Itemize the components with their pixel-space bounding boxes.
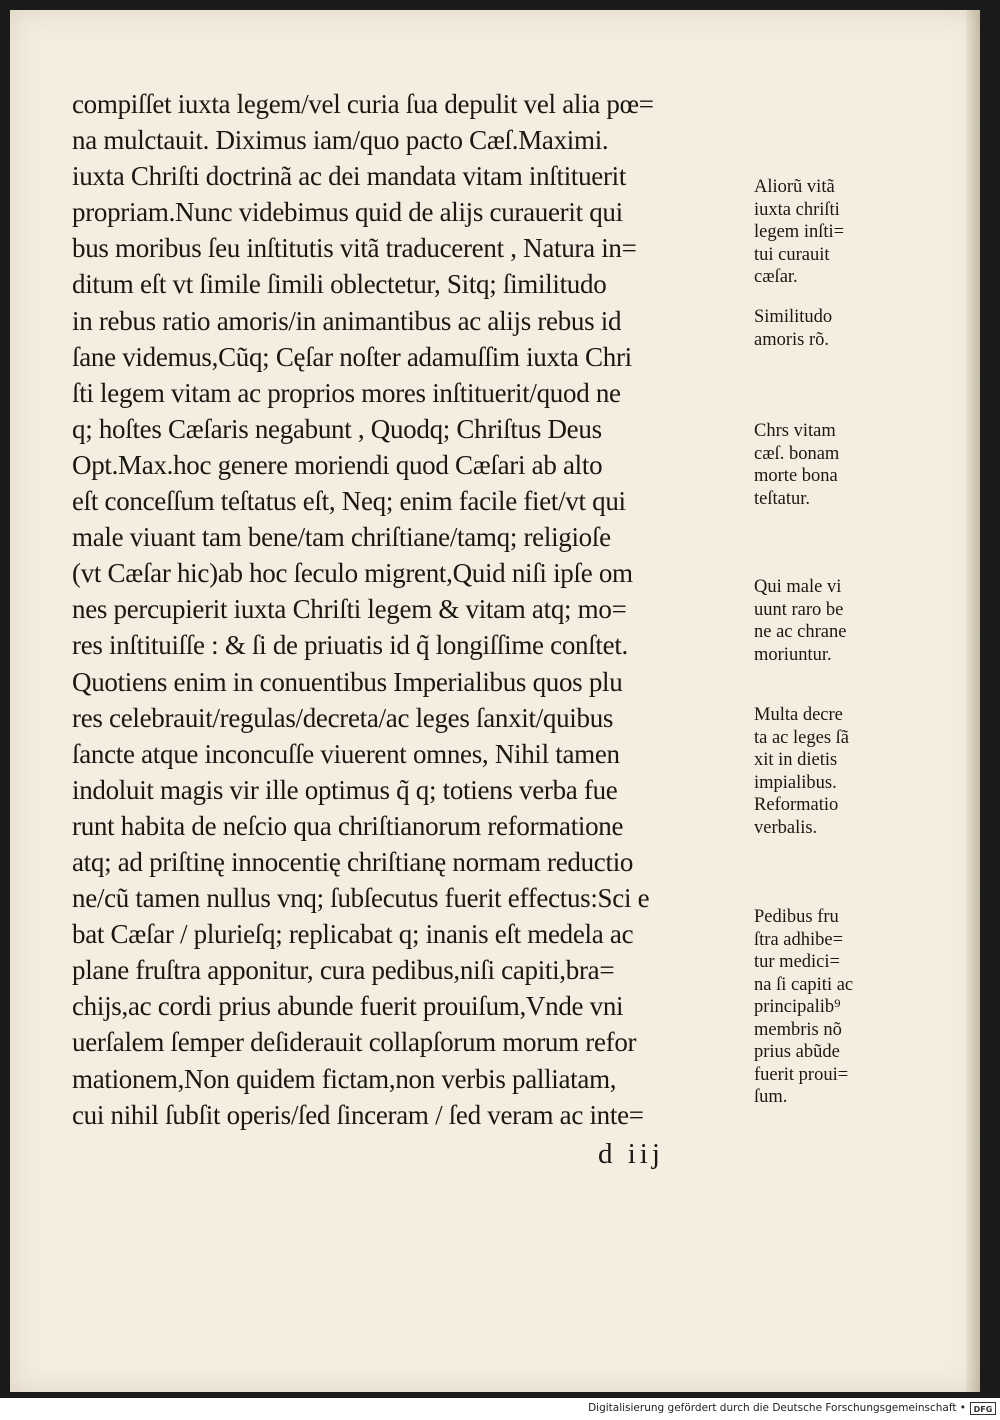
note-line: principalib⁹ [754, 997, 841, 1017]
note-line: cæſ. bonam [754, 443, 840, 464]
text-line: mationem,Non quidem fictam,non verbis palliatam, [72, 1063, 617, 1094]
text-line: nes percupierit iuxta Chriſti legem & vitam atq; mo= [72, 594, 627, 625]
marginal-note-good-death [754, 420, 904, 510]
text-line: res inſtituiſſe : & ſi de priuatis id q̃ longiſſime conſtet. [72, 630, 628, 661]
note-line: verbalis. [754, 817, 818, 838]
note-line: prius abũde [754, 1042, 840, 1062]
text-line: in rebus ratio amoris/in animantibus ac aliјs rebus id [72, 305, 622, 336]
note-line: teſtatur. [754, 488, 810, 509]
marginal-note-medicine [754, 906, 904, 1109]
marginal-note-others-lives [754, 176, 904, 289]
note-line: ta ac leges ſã [754, 727, 850, 748]
note-line: na ſi capiti ac [754, 974, 854, 995]
note-line: iuxta chriſti [754, 199, 840, 220]
marginal-note-decrees [754, 704, 904, 839]
dfg-logo: DFG [970, 1402, 996, 1415]
text-line: indoluit magis vir ille optimus q̃ q; totiens verba fue [72, 774, 618, 805]
note-line: legem inſti= [754, 222, 845, 242]
signature-mark: d iij [598, 1138, 664, 1170]
text-line: bus moribus ſeu inſtitutis vitã traducerent , Natura in= [72, 233, 637, 264]
note-line: uunt raro be [754, 599, 844, 620]
note-line: amoris rõ. [754, 329, 830, 350]
text-line: atq; ad priſtinę innocentię chriſtianę normam reductio [72, 846, 634, 877]
text-line: Opt.Max.hoc genere moriendi quod Cæſari ab alto [72, 449, 603, 480]
text-line: runt habita de neſcio qua chriſtianorum reformatione [72, 810, 624, 841]
text-line: ſane videmus,Cũq; Cęſar noſter adamuſſim iuxta Chri [72, 341, 632, 372]
note-line: ſum. [754, 1087, 788, 1107]
page-edge-shadow [966, 10, 980, 1392]
note-line: ne ac chrane [754, 622, 847, 642]
text-line: male viuant tam bene/tam chriſtiane/tamq; religioſe [72, 522, 611, 553]
text-line: ſancte atque inconcuſſe viuerent omnes, Nihil tamen [72, 738, 620, 769]
footer-credit-text: Digitalisierung gefördert durch die Deutsche Forschungsgemeinschaft • [588, 1402, 966, 1414]
note-line: Aliorũ vitã [754, 177, 835, 197]
note-line: Multa decre [754, 705, 843, 725]
text-line: bat Cæſar / plurieſq; replicabat q; inanis eſt medela ac [72, 919, 634, 950]
text-line: res celebrauit/regulas/decreta/ac leges ſanxit/quibus [72, 702, 614, 733]
main-text-block [72, 86, 762, 1133]
marginal-note-similitude [754, 306, 904, 351]
text-line: na mulctauit. Diximus iam/quo pacto Cæſ.Maximi. [72, 125, 609, 156]
text-line: cui nihil ſubſit operis/ſed ſinceram / ſed veram ac inte= [72, 1099, 644, 1130]
note-line: morte bona [754, 466, 838, 486]
text-line: eſt conceſſum teſtatus eſt, Neq; enim facile fiet/vt qui [72, 486, 626, 517]
text-line: uerſalem ſemper deſiderauit collapſorum morum refor [72, 1027, 637, 1058]
text-line: q; hoſtes Cæſaris negabunt , Quodq; Chriſtus Deus [72, 413, 602, 444]
text-line: Quotiens enim in conuentibus Imperialibus quos plu [72, 666, 623, 697]
note-line: tur medici= [754, 952, 840, 972]
note-line: fuerit proui= [754, 1064, 849, 1085]
note-line: xit in dietis [754, 750, 838, 770]
text-line: compiſſet iuxta legem/vel curia ſua depulit vel alia pœ= [72, 89, 654, 119]
note-line: ſtra adhibe= [754, 929, 844, 950]
text-line: propriam.Nunc videbimus quid de aliјs curauerit qui [72, 197, 623, 228]
text-line: iuxta Chriſti doctrinã ac dei mandata vitam inſtituerit [72, 161, 627, 192]
note-line: Pedibus fru [754, 907, 839, 927]
note-line: impialibus. [754, 772, 837, 793]
text-line: ſti legem vitam ac proprios mores inſtituerit/quod ne [72, 377, 621, 408]
note-line: Similitudo [754, 307, 833, 327]
text-line: (vt Cæſar hic)ab hoc ſeculo migrent,Quid niſi ipſe om [72, 558, 633, 589]
note-line: tui curauit [754, 244, 830, 265]
text-line: plane fruſtra apponitur, cura pedibus,niſi capiti,bra= [72, 955, 615, 986]
note-line: Chrs vitam [754, 421, 836, 441]
text-line: chiјs,ac cordi prius abunde fuerit prouiſum,Vnde vni [72, 991, 624, 1022]
text-line: ditum eſt vt ſimile ſimili oblectetur, Sitq; ſimilitudo [72, 269, 607, 300]
marginal-note-bad-living [754, 576, 904, 666]
text-line: ne/cũ tamen nullus vnq; ſubſecutus fuerit effectus:Sci e [72, 883, 650, 914]
note-line: moriuntur. [754, 644, 832, 665]
note-line: cæſar. [754, 267, 798, 287]
note-line: Qui male vi [754, 577, 842, 597]
note-line: membris nõ [754, 1019, 842, 1040]
note-line: Reformatio [754, 795, 839, 815]
